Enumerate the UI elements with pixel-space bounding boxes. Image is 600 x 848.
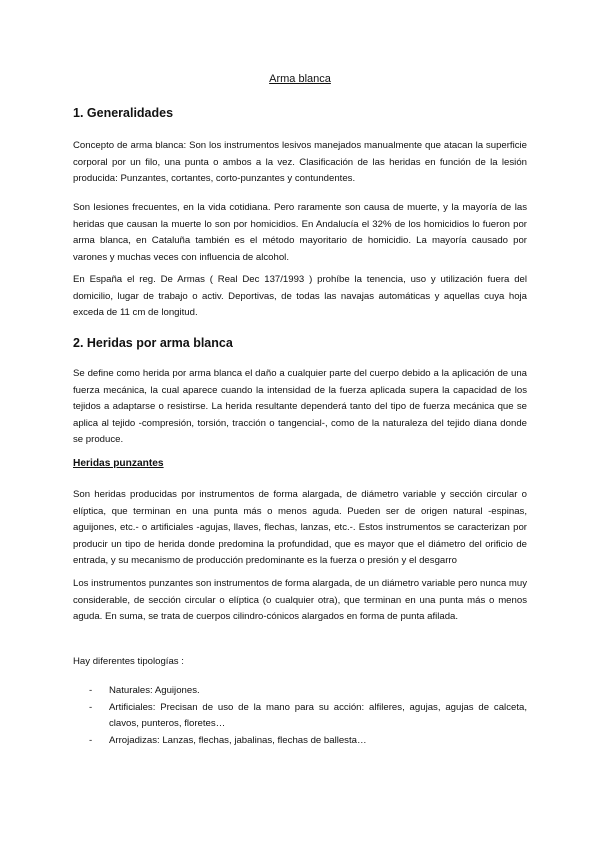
tipologias-list: [89, 683, 527, 749]
list-item-text: Naturales: Aguijones.: [109, 685, 200, 696]
paragraph: Concepto de arma blanca: Son los instrumentos lesivos manejados manualmente que atacan la superficie corporal por un filo, una punta o ambos a la vez. Clasificación de las heridas en función de la lesión producida: Punzantes, cortantes, corto-punzantes y contundentes.: [73, 140, 527, 185]
paragraph: Los instrumentos punzantes son instrumentos de forma alargada, de un diámetro variable pero nunca muy considerable, de sección circular o elíptica (o cualquier otra), que terminan en una punta más o menos aguda. En suma, se trata de cuerpos cilindro-cónicos alargados en forma de punta afilada.: [73, 578, 527, 623]
subsection-heading-punzantes: Heridas punzantes: [73, 458, 164, 469]
section-heading-heridas: 2. Heridas por arma blanca: [73, 336, 233, 350]
list-item: [89, 700, 527, 733]
list-dash: -: [89, 734, 93, 746]
document-title: Arma blanca: [269, 73, 331, 85]
list-dash: -: [89, 685, 93, 696]
list-item-text: Arrojadizas: Lanzas, flechas, jabalinas, flechas de ballesta…: [109, 734, 367, 746]
list-item: [89, 733, 527, 750]
section-heading-generalidades: 1. Generalidades: [73, 106, 174, 120]
paragraph: Son lesiones frecuentes, en la vida cotidiana. Pero raramente son causa de muerte, y la mayoría de las heridas que causan la muerte lo son por homicidios. En Andalucía el 32% de los homicidios lo fueron por arma blanca, en Cataluña también es el método mayoritario de homicidio. La mayoría causado por varones y muchas veces con influencia de alcohol.: [73, 202, 527, 263]
paragraph: Se define como herida por arma blanca el daño a cualquier parte del cuerpo debido a la aplicación de una fuerza mecánica, la cual aparece cuando la intensidad de la fuerza aplicada supera la capacidad de los tejidos a adaptarse o resistirse. La herida resultante dependerá tanto del tipo de fuerza mecánica que se aplica al tejido -compresión, torsión, tracción o tangencial-, como de la naturaleza del tejido diana donde se produce.: [73, 368, 527, 446]
list-dash: -: [89, 701, 93, 713]
list-item: [89, 683, 527, 700]
list-item-text: Artificiales: Precisan de uso de la mano para su acción: alfileres, agujas, agujas de calceta, clavos, punteros, floretes…: [109, 701, 527, 730]
paragraph: En España el reg. De Armas ( Real Dec 137/1993 ) prohíbe la tenencia, uso y utilización fuera del domicilio, lugar de trabajo o activ. Deportivas, de todas las navajas automáticas y aquellas cuya hoja exceda de 11 cm de longitud.: [73, 274, 527, 319]
paragraph: Son heridas producidas por instrumentos de forma alargada, de diámetro variable y sección circular o elíptica, que terminan en una punta más o menos aguda. Pueden ser de origen natural -espinas, aguijones, etc.- o artificiales -agujas, llaves, flechas, lanzas, etc.-. Estos instrumentos se caracterizan por producir un tipo de herida donde predomina la profundidad, que es mayor que el diámetro del orificio de entrada, y su mecanismo de producción predominante es la fuerza o presión y el desgarro: [73, 489, 527, 567]
paragraph: Hay diferentes tipologías :: [73, 656, 184, 667]
